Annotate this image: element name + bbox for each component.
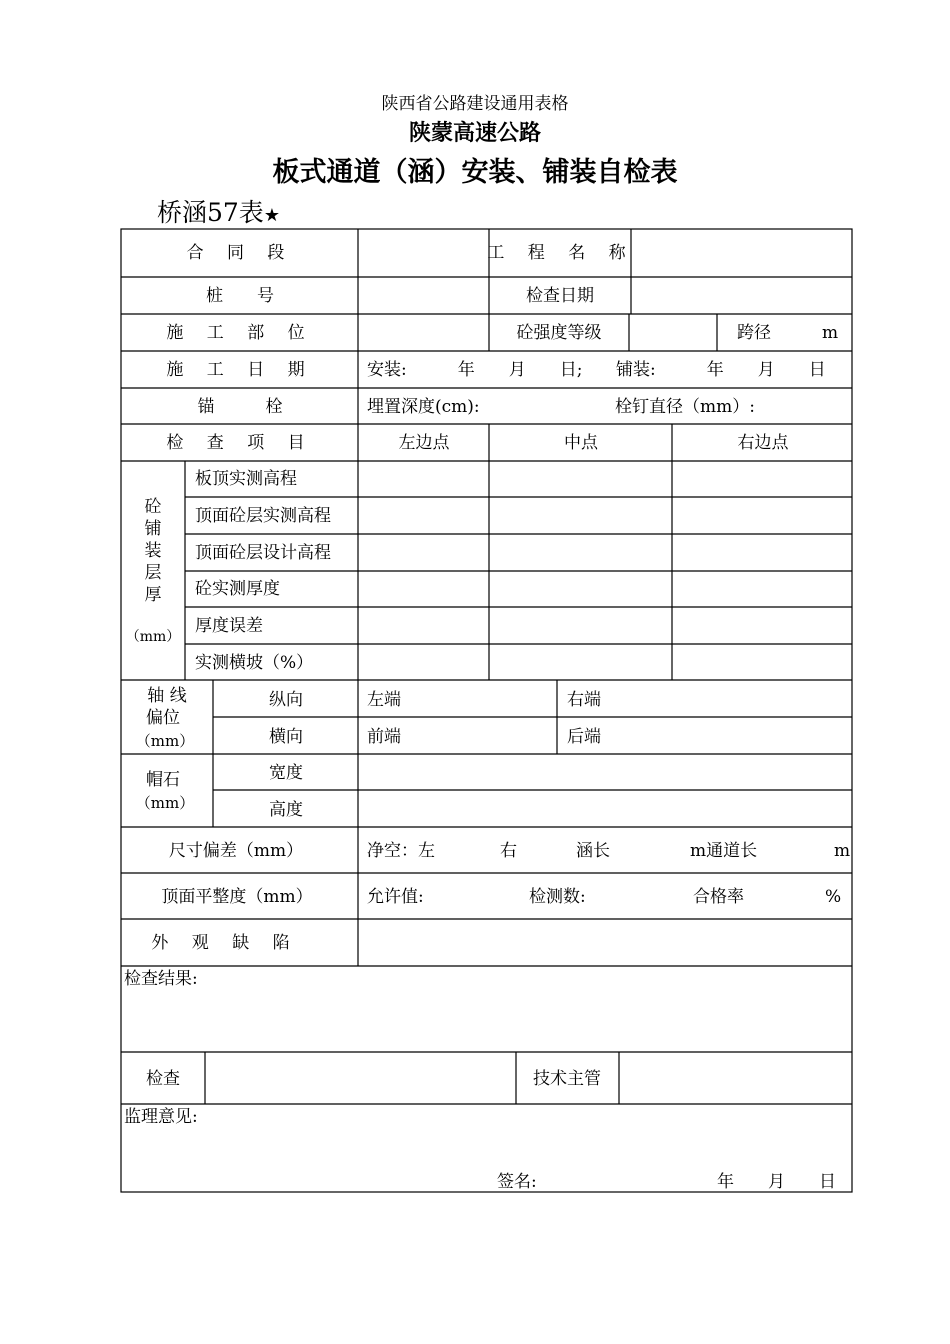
left-point-header: 左边点	[398, 433, 450, 453]
rear-end-label: 后端	[567, 727, 601, 747]
dimension-label: 尺寸偏差（mm）	[168, 841, 304, 861]
percent-unit: %	[825, 887, 842, 907]
contract-label: 合 同 段	[186, 243, 294, 263]
cap-width-label: 宽度	[269, 763, 303, 783]
check-item-label: 检 查 项 目	[166, 433, 314, 453]
paving-group-label: 砼 铺 装 层 厚	[144, 497, 162, 605]
allowed-value-label: 允许值:	[367, 887, 424, 907]
appearance-defects-label: 外 观 缺 陷	[151, 933, 299, 953]
header-agency: 陕西省公路建设通用表格	[381, 94, 569, 114]
install-date-field: 安装: 年 月 日;	[367, 360, 583, 380]
clearance-left-label: 净空：左	[367, 841, 435, 861]
axis-group-line2: 偏位	[146, 708, 180, 728]
right-point-header: 右边点	[737, 433, 789, 453]
check-result-label: 检查结果:	[124, 969, 198, 989]
span-unit: m	[822, 323, 839, 343]
measured-count-label: 检测数:	[529, 887, 586, 907]
paving-item: 砼实测厚度	[195, 579, 280, 599]
station-label: 桩 号	[206, 286, 274, 306]
check-date-label: 检查日期	[526, 286, 594, 306]
paving-item: 实测横坡（%）	[195, 653, 314, 673]
anchor-label: 锚 栓	[197, 397, 283, 417]
page-title: 板式通道（涵）安装、铺装自检表	[272, 157, 678, 188]
cap-height-label: 高度	[269, 800, 303, 820]
inspector-label: 检查	[146, 1069, 180, 1089]
paving-item: 厚度误差	[195, 616, 263, 636]
star-icon: ★	[263, 205, 280, 226]
longitudinal-label: 纵向	[269, 690, 303, 710]
project-name-label: 工 程 名 称	[487, 243, 635, 263]
pass-rate-label: 合格率	[693, 887, 744, 907]
tech-lead-label: 技术主管	[533, 1069, 601, 1089]
header-project: 陕蒙高速公路	[408, 121, 541, 146]
embed-depth-label: 埋置深度(cm):	[367, 397, 480, 417]
pave-date-field: 铺装: 年 月 日	[616, 360, 826, 380]
culvert-length-label: 涵长	[576, 841, 610, 861]
span-label: 跨径	[737, 323, 771, 343]
cap-group-line1: 帽石	[146, 770, 180, 790]
supervision-opinion-label: 监理意见:	[124, 1107, 198, 1127]
clearance-right-label: 右	[500, 841, 517, 861]
construction-date-label: 施 工 日 期	[166, 360, 314, 380]
flatness-label: 顶面平整度（mm）	[161, 887, 313, 907]
paving-item: 顶面砼层设计高程	[195, 543, 331, 563]
signature-label: 签名:	[497, 1172, 537, 1192]
front-end-label: 前端	[367, 727, 401, 747]
left-end-label: 左端	[367, 690, 401, 710]
form-number: 桥涵57表★	[157, 198, 280, 227]
axis-group-unit: （mm）	[135, 732, 195, 750]
axis-group-line1: 轴 线	[147, 686, 187, 706]
transverse-label: 横向	[269, 727, 303, 747]
passage-length-unit: m	[834, 841, 851, 861]
right-end-label: 右端	[567, 690, 601, 710]
grade-label: 砼强度等级	[516, 323, 602, 343]
cap-group-unit: （mm）	[135, 794, 195, 812]
stud-diameter-label: 栓钉直径（mm）:	[615, 397, 755, 417]
passage-length-label: m通道长	[690, 841, 758, 861]
signature-date: 年 月 日	[717, 1172, 836, 1192]
paving-item: 板顶实测高程	[195, 469, 297, 489]
part-label: 施 工 部 位	[166, 323, 314, 343]
mid-point-header: 中点	[564, 433, 598, 453]
paving-group-unit: （mm）	[125, 629, 181, 645]
paving-item: 顶面砼层实测高程	[195, 506, 331, 526]
